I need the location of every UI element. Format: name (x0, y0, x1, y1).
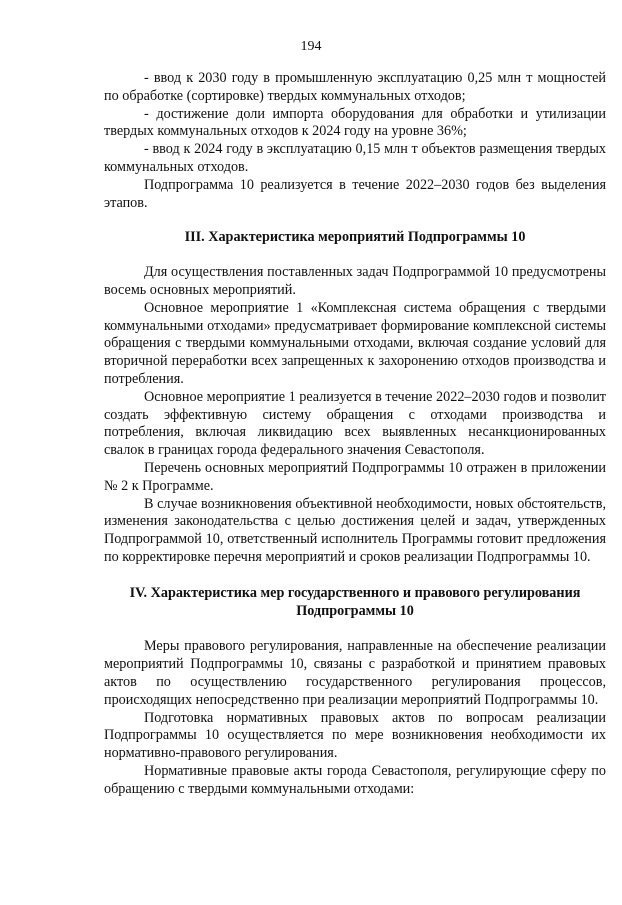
section-3-paragraph-2: Основное мероприятие 1 «Комплексная система обращения с твердыми коммунальными отходами» предусматривает формирование комплексной системы обращения с твердыми коммунальными отходами, включая создание условий для вторичной переработки всех запрещенных к захоронению отходов производства и потребления. (104, 299, 606, 387)
section-4-paragraph-3: Нормативные правовые акты города Севастополя, регулирующие сферу по обращению с твердыми коммунальными отходами: (104, 762, 606, 797)
section-4-paragraph-1: Меры правового регулирования, направленные на обеспечение реализации мероприятий Подпрограммы 10, связаны с разработкой и принятием правовых актов по осуществлению государственного регулирования процессов, происходящих непосредственно при реализации мероприятий Подпрограммы 10. (104, 638, 606, 708)
document-body (104, 70, 606, 798)
intro-item-4: Подпрограмма 10 реализуется в течение 2022–2030 годов без выделения этапов. (104, 176, 606, 211)
intro-item-2: - достижение доли импорта оборудования для обработки и утилизации твердых коммунальных отходов к 2024 году на уровне 36%; (104, 105, 606, 140)
intro-item-3: - ввод к 2024 году в эксплуатацию 0,15 млн т объектов размещения твердых коммунальных отходов. (104, 141, 606, 175)
section-4-heading-line-2: Подпрограммы 10 (296, 602, 414, 619)
section-4-paragraph-2: Подготовка нормативных правовых актов по вопросам реализации Подпрограммы 10 осуществляется по мере возникновения необходимости их нормативно-правового регулирования. (104, 709, 606, 762)
section-3-paragraph-1: Для осуществления поставленных задач Подпрограммой 10 предусмотрены восемь основных мероприятий. (104, 264, 606, 298)
section-3-paragraph-4: Перечень основных мероприятий Подпрограммы 10 отражен в приложении № 2 к Программе. (104, 459, 606, 494)
page-number: 194 (300, 39, 322, 54)
section-3-paragraph-5: В случае возникновения объективной необходимости, новых обстоятельств, изменения законодательства с целью достижения целей и задач, утвержденных Подпрограммой 10, ответственный исполнитель Программы готовит предложения по корректировке перечня мероприятий и сроков реализации Подпрограммы 10. (104, 495, 606, 565)
section-3-paragraph-3: Основное мероприятие 1 реализуется в течение 2022–2030 годов и позволит создать эффективную систему обращения с отходами производства и потребления, включая ликвидацию всех выявленных несанкционированных свалок в границах города федерального значения Севастополя. (104, 388, 606, 459)
section-4-heading-line-1: IV. Характеристика мер государственного и правового регулирования (129, 584, 581, 601)
section-3-heading: III. Характеристика мероприятий Подпрограммы 10 (184, 229, 526, 246)
intro-item-1: - ввод к 2030 году в промышленную эксплуатацию 0,25 млн т мощностей по обработке (сортировке) твердых коммунальных отходов; (104, 70, 606, 104)
section-4-heading (104, 585, 606, 621)
